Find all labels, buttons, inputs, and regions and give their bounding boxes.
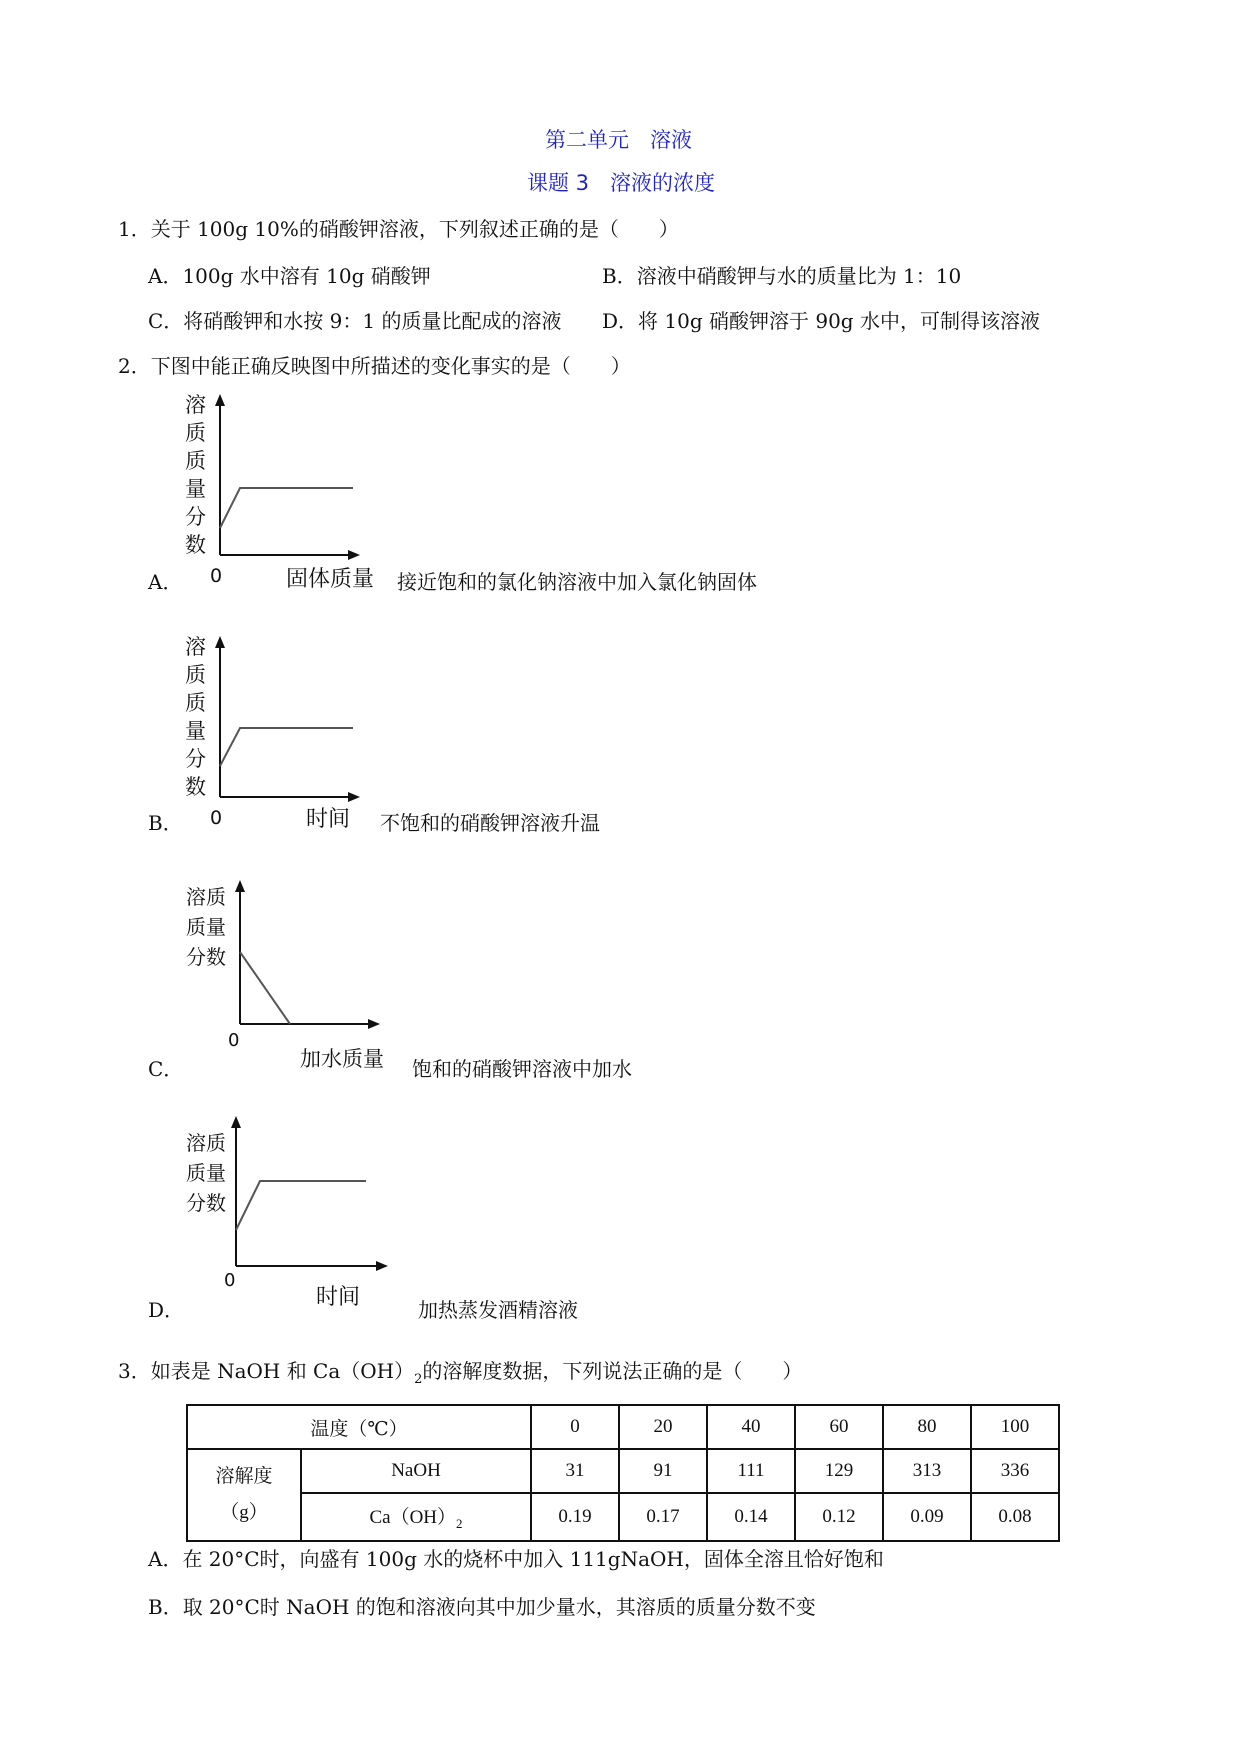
q1-option-a: A．100g 水中溶有 10g 硝酸钾	[148, 264, 431, 288]
graph-b-ylabel-2: 质	[185, 663, 206, 687]
unit-title: 第二单元 溶液	[545, 128, 692, 152]
q3-option-a: A．在 20°C时，向盛有 100g 水的烧杯中加入 111gNaOH，固体全溶且恰好饱和	[148, 1547, 884, 1571]
temp-cell: 80	[883, 1405, 971, 1449]
graph-a-ylabel-6: 数	[185, 533, 206, 557]
caoh-sub: 2	[456, 1516, 463, 1531]
graph-a-ylabel-4: 量	[185, 477, 206, 501]
graph-a-x-arrow	[348, 550, 360, 560]
graph-c-curve	[240, 952, 290, 1024]
graph-c	[180, 876, 410, 1056]
naoh-value-cell: 336	[971, 1449, 1059, 1493]
graph-a-ylabel-2: 质	[185, 421, 206, 445]
temp-label-cell: 温度（℃）	[187, 1405, 531, 1449]
table-row-temp	[187, 1405, 1059, 1449]
caoh-value-cell: 0.12	[795, 1493, 883, 1541]
graph-a-desc: 接近饱和的氯化钠溶液中加入氯化钠固体	[397, 570, 757, 594]
temp-cell: 20	[619, 1405, 707, 1449]
lesson-title: 课题 3 溶液的浓度	[527, 171, 716, 195]
graph-a-origin: 0	[210, 565, 223, 587]
graph-c-ylabel-2: 质量	[186, 915, 226, 939]
naoh-label-cell: NaOH	[301, 1449, 531, 1493]
graph-d-origin: 0	[224, 1270, 236, 1291]
caoh-label-cell	[301, 1493, 531, 1541]
caoh-value-cell: 0.14	[707, 1493, 795, 1541]
graph-d-ylabel-3: 分数	[186, 1191, 226, 1215]
q2-option-b-letter: B．	[148, 811, 183, 835]
graph-c-ylabel-3: 分数	[186, 945, 226, 969]
q2-option-c-letter: C．	[148, 1057, 184, 1081]
solubility-label-1: 溶解度	[215, 1466, 273, 1487]
caoh-value-cell: 0.17	[619, 1493, 707, 1541]
naoh-value-cell: 313	[883, 1449, 971, 1493]
graph-d-desc: 加热蒸发酒精溶液	[418, 1298, 578, 1322]
q2-option-d-letter: D．	[148, 1298, 185, 1322]
graph-b-xlabel: 时间	[306, 807, 351, 832]
graph-b-origin: 0	[210, 807, 223, 829]
graph-b-curve	[220, 728, 353, 766]
q3-stem-sub: 2	[414, 1372, 423, 1387]
graph-b-ylabel-1: 溶	[185, 635, 206, 659]
graph-d-xlabel: 时间	[316, 1285, 361, 1310]
graph-a	[180, 390, 400, 590]
graph-a-ylabel-1: 溶	[185, 393, 206, 417]
graph-b-y-arrow	[215, 636, 225, 648]
q3-stem-pre: 3．如表是 NaOH 和 Ca（OH）	[118, 1359, 415, 1383]
table-row-naoh	[187, 1449, 1059, 1493]
q2-stem: 2．下图中能正确反映图中所描述的变化事实的是（ ）	[118, 354, 631, 378]
graph-b-ylabel-5: 分	[185, 747, 206, 771]
graph-a-ylabel-3: 质	[185, 449, 206, 473]
caoh-value-cell: 0.09	[883, 1493, 971, 1541]
graph-a-curve	[220, 488, 353, 528]
naoh-value-cell: 91	[619, 1449, 707, 1493]
graph-d-x-arrow	[376, 1261, 388, 1271]
graph-d-curve	[236, 1181, 366, 1230]
naoh-value-cell: 129	[795, 1449, 883, 1493]
temp-cell: 0	[531, 1405, 619, 1449]
caoh-value-cell: 0.19	[531, 1493, 619, 1541]
temp-cell: 60	[795, 1405, 883, 1449]
caoh-value-cell: 0.08	[971, 1493, 1059, 1541]
graph-b-ylabel-4: 量	[185, 719, 206, 743]
solubility-label-2: （g）	[220, 1502, 268, 1523]
graph-a-y-arrow	[215, 394, 225, 406]
graph-d	[180, 1112, 410, 1292]
graph-a-ylabel-5: 分	[185, 505, 206, 529]
graph-c-origin: 0	[228, 1030, 240, 1051]
q2-option-a-letter: A．	[148, 570, 183, 594]
table-row-caoh	[187, 1493, 1059, 1541]
graph-c-xlabel: 加水质量	[300, 1047, 384, 1071]
graph-c-x-arrow	[368, 1019, 380, 1029]
q1-option-b: B．溶液中硝酸钾与水的质量比为 1：10	[602, 264, 962, 288]
naoh-value-cell: 31	[531, 1449, 619, 1493]
q3-option-b: B．取 20°C时 NaOH 的饱和溶液向其中加少量水，其溶质的质量分数不变	[148, 1595, 816, 1619]
graph-d-y-arrow	[231, 1116, 241, 1128]
q1-option-d: D．将 10g 硝酸钾溶于 90g 水中，可制得该溶液	[602, 309, 1040, 333]
graph-d-ylabel-1: 溶质	[186, 1131, 226, 1155]
q3-stem-post: 的溶解度数据，下列说法正确的是（ ）	[422, 1359, 803, 1383]
temp-cell: 100	[971, 1405, 1059, 1449]
graph-b-ylabel-3: 质	[185, 691, 206, 715]
graph-b	[180, 632, 400, 832]
solubility-table	[186, 1404, 1060, 1542]
graph-d-ylabel-2: 质量	[186, 1161, 226, 1185]
caoh-label: Ca（OH）	[369, 1507, 457, 1528]
naoh-value-cell: 111	[707, 1449, 795, 1493]
graph-c-ylabel-1: 溶质	[186, 885, 226, 909]
q1-stem: 1．关于 100g 10%的硝酸钾溶液，下列叙述正确的是（ ）	[118, 217, 679, 241]
solubility-label-cell	[187, 1449, 301, 1541]
graph-b-x-arrow	[348, 792, 360, 802]
graph-c-y-arrow	[235, 880, 245, 892]
graph-c-desc: 饱和的硝酸钾溶液中加水	[412, 1057, 632, 1081]
graph-b-desc: 不饱和的硝酸钾溶液升温	[380, 811, 600, 835]
q1-option-c: C．将硝酸钾和水按 9：1 的质量比配成的溶液	[148, 309, 562, 333]
graph-a-xlabel: 固体质量	[286, 567, 375, 592]
q3-stem	[118, 1355, 802, 1387]
graph-b-ylabel-6: 数	[185, 775, 206, 799]
temp-cell: 40	[707, 1405, 795, 1449]
